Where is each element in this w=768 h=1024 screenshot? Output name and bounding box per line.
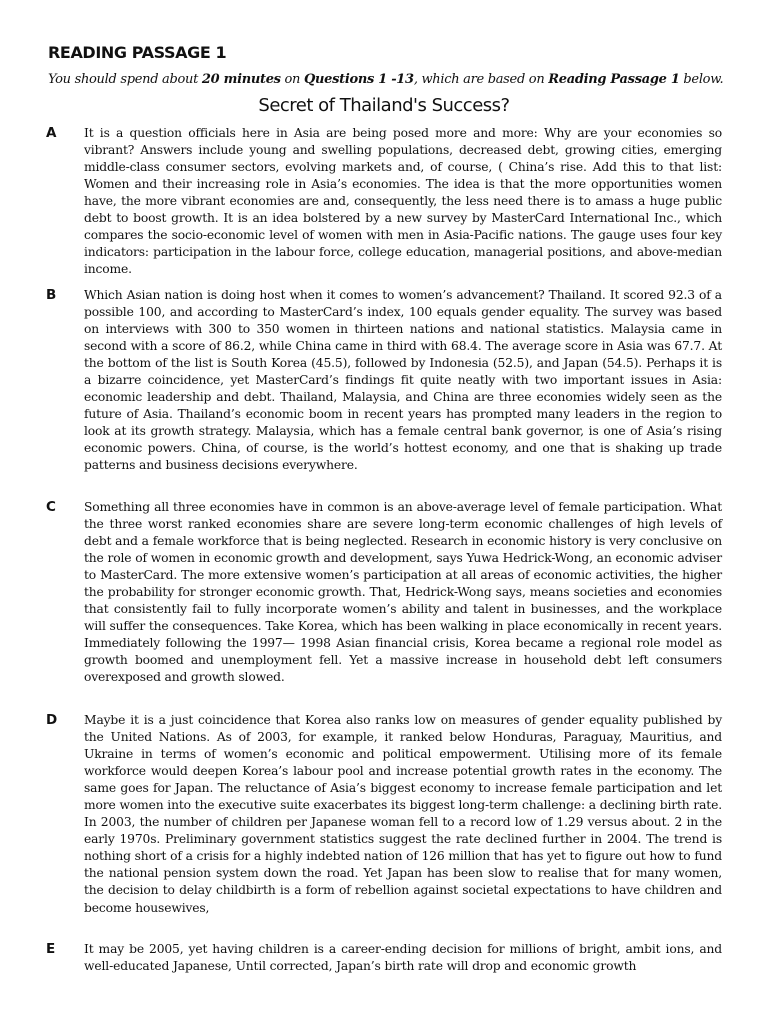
instructions-time: 20 minutes xyxy=(201,72,281,87)
paragraph-text: It may be 2005, yet having children is a career-ending decision for millions of bright, ambit ions, and well-educated Japanese, Until corrected, Japan’s birth rate will drop and economic growth xyxy=(84,942,722,974)
paragraph-d xyxy=(46,712,722,917)
paragraph-text: Which Asian nation is doing host when it comes to women’s advancement? Thailand. It scored 92.3 of a possible 100, and according to MasterCard’s index, 100 equals gender equality. The survey was based on interviews with 300 to 350 women in thirteen nations and national statistics. Malaysia came in second with a score of 86.2, while China came in third with 68.4. The average score in Asia was 67.7. At the bottom of the list is South Korea (45.5), followed by Indonesia (52.5), and Japan (54.5). Perhaps it is a bizarre coincidence, yet MasterCard’s findings fit quite neatly with two important issues in Asia: economic leadership and debt. Thailand, Malaysia, and China are three economies widely seen as the future of Asia. Thailand’s economic boom in recent years has prompted many leaders in the region to look at its growth strategy. Malaysia, which has a female central bank governor, is one of Asia’s rising economic powers. China, of course, is the world’s hottest economy, and one that is shaking up trade patterns and business decisions everywhere. xyxy=(84,288,722,473)
passage-heading: READING PASSAGE 1 xyxy=(48,43,227,62)
instructions xyxy=(48,72,738,87)
passage-title: Secret of Thailand's Success? xyxy=(258,95,510,116)
paragraph-letter: A xyxy=(46,125,57,141)
instructions-text: You should spend about xyxy=(48,72,202,87)
paragraph-c xyxy=(46,499,722,687)
paragraph-letter: D xyxy=(46,712,58,728)
paragraph-b xyxy=(46,287,722,475)
paragraph-text: Maybe it is a just coincidence that Korea also ranks low on measures of gender equality published by the United Nations. As of 2003, for example, it ranked below Honduras, Paraguay, Mauritius, and Ukraine in terms of women’s economic and political empowerment. Utilising more of its female workforce would deepen Korea’s labour pool and increase potential growth rates in the economy. The same goes for Japan. The reluctance of Asia’s biggest economy to increase female participation and let more women into the executive suite exacerbates its biggest long-term challenge: a declining birth rate. In 2003, the number of children per Japanese woman fell to a record low of 1.29 versus about. 2 in the early 1970s. Preliminary government statistics suggest the rate declined further in 2004. The trend is nothing short of a crisis for a highly indebted nation of 126 million that has yet to figure out how to fund the national pension system down the road. Yet Japan has been slow to realise that for many women, the decision to delay childbirth is a form of rebellion against societal expectations to have children and become housewives, xyxy=(84,713,722,915)
paragraph-letter: C xyxy=(46,499,56,515)
paragraph-a xyxy=(46,125,722,278)
instructions-text: , which are based on xyxy=(413,72,549,87)
instructions-text: on xyxy=(280,72,304,87)
paragraph-e xyxy=(46,941,722,975)
instructions-text: below. xyxy=(679,72,724,87)
paragraph-text: Something all three economies have in common is an above-average level of female participation. What the three worst ranked economies share are severe long-term economic challenges of high levels of debt and a female workforce that is being neglected. Research in economic history is very conclusive on the role of women in economic growth and development, says Yuwa Hedrick-Wong, an economic adviser to MasterCard. The more extensive women’s participation at all areas of economic activities, the higher the probability for stronger economic growth. That, Hedrick-Wong says, means societies and economies that consistently fail to fully incorporate women’s ability and talent in businesses, and the workplace will suffer the consequences. Take Korea, which has been walking in place economically in recent years. Immediately following the 1997— 1998 Asian financial crisis, Korea became a regional role model as growth boomed and unemployment fell. Yet a massive increase in household debt left consumers overexposed and growth slowed. xyxy=(84,500,722,685)
instructions-questions: Questions 1 -13 xyxy=(303,72,414,87)
paragraph-letter: E xyxy=(46,941,56,957)
paragraph-text: It is a question officials here in Asia are being posed more and more: Why are your economies so vibrant? Answers include young and swelling populations, decreased debt, growing cities, emerging middle-class consumer sectors, evolving markets and, of course, ( China’s rise. Add this to that list: Women and their increasing role in Asia’s economies. The idea is that the more opportunities women have, the more vibrant economies are and, consequently, the less need there is to amass a huge public debt to boost growth. It is an idea bolstered by a new survey by MasterCard International Inc., which compares the socio-economic level of women with men in Asia-Pacific nations. The gauge uses four key indicators: participation in the labour force, college education, managerial positions, and above-median income. xyxy=(84,126,722,277)
instructions-passage: Reading Passage 1 xyxy=(548,72,680,87)
paragraph-letter: B xyxy=(46,287,57,303)
